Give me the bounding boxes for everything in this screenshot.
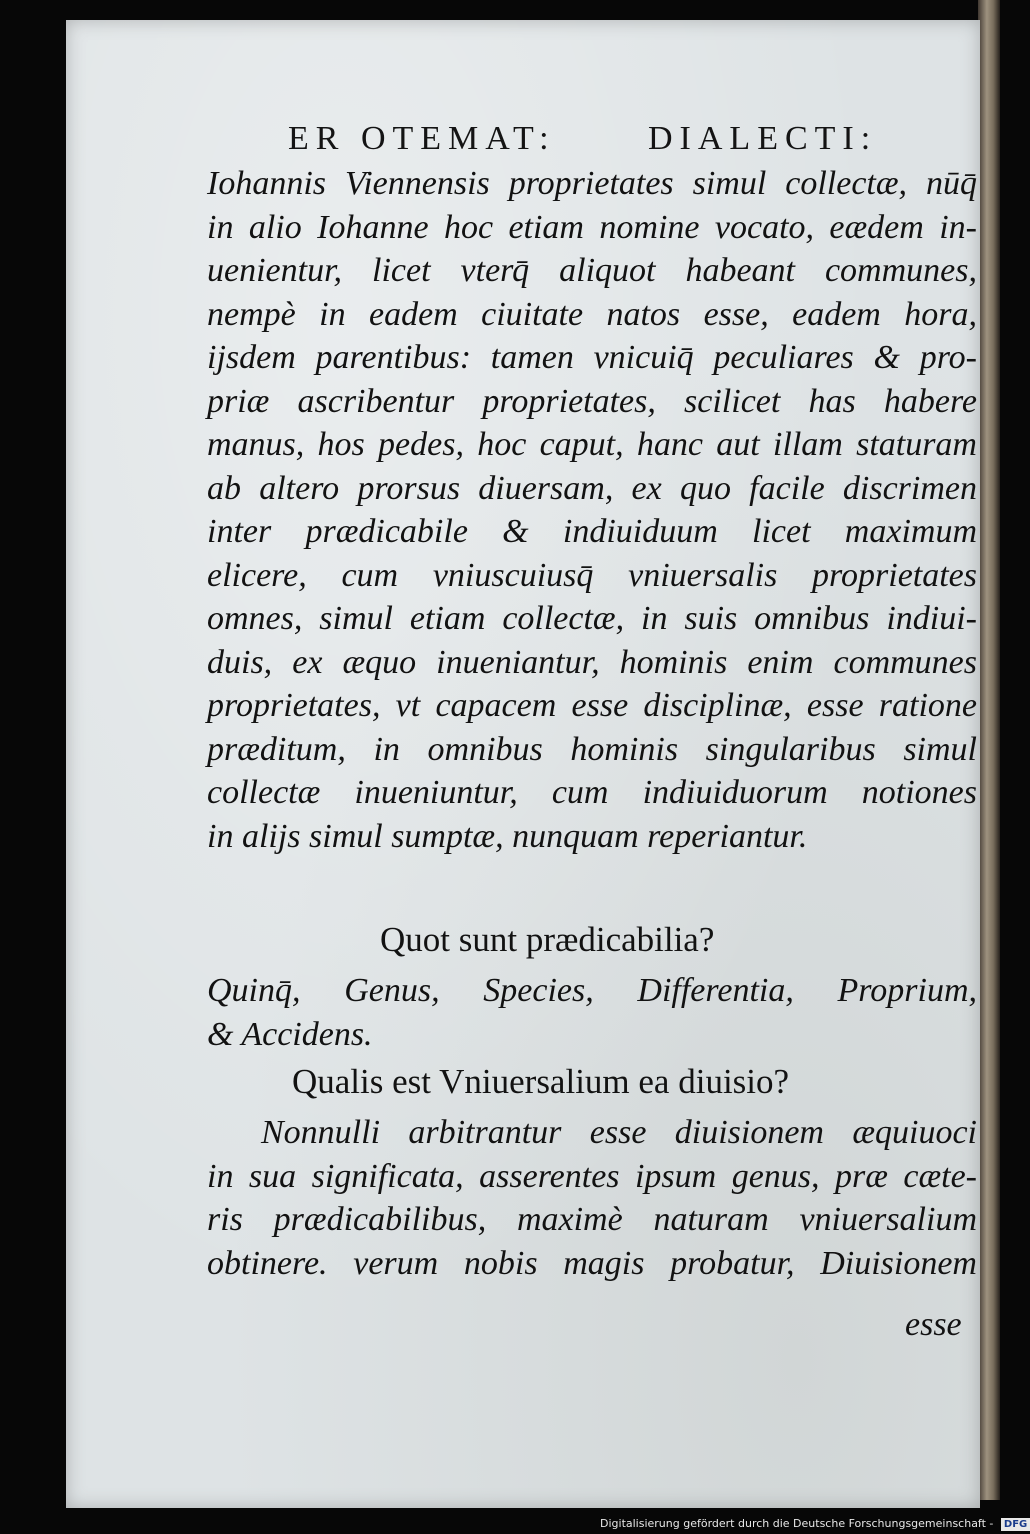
body-text: [207, 162, 977, 858]
body-line: collectæ inueniuntur, cum indiuiduorum notiones: [207, 774, 977, 811]
answer-text: [207, 968, 977, 1055]
running-head-left: ER OTEMAT:: [288, 120, 556, 157]
body-line: duis, ex æquo inueniantur, hominis enim communes: [207, 643, 977, 681]
book-edge: [978, 0, 1000, 1500]
body-line: proprietates, vt capacem esse disciplinæ, esse ratione: [207, 687, 977, 724]
body-line: præditum, in omnibus hominis singularibus simul: [207, 730, 977, 768]
body-line: ijsdem parentibus: tamen vnicuiq̄ peculiares & pro-: [207, 339, 977, 376]
body-line: in alio Iohanne hoc etiam nomine vocato, eædem in-: [207, 208, 977, 246]
answer-line: & Accidens.: [207, 1015, 373, 1053]
body-line: elicere, cum vniuscuiusq̄ vniuersalis proprietates: [207, 556, 977, 594]
body-line: ris prædicabilibus, maximè naturam vniuersalium: [207, 1201, 977, 1238]
body-line: priæ ascribentur proprietates, scilicet has habere: [207, 382, 977, 420]
body-line: in alijs simul sumptæ, nunquam reperiantur.: [207, 817, 808, 855]
running-head-right: DIALECTI:: [648, 120, 878, 157]
body-line: in sua significata, asserentes ipsum genus, præ cæte-: [207, 1157, 977, 1195]
body-line: inter prædicabile & indiuiduum licet maximum: [207, 513, 977, 550]
body-line: nempè in eadem ciuitate natos esse, eadem hora,: [207, 295, 977, 333]
question-heading: Quot sunt prædicabilia?: [380, 920, 715, 959]
body-text-continued: [207, 1110, 977, 1284]
body-line: ab altero prorsus diuersam, ex quo facile discrimen: [207, 469, 977, 507]
running-head: [220, 120, 960, 164]
credit-separator: -: [985, 1517, 997, 1530]
body-line: manus, hos pedes, hoc caput, hanc aut illam staturam: [207, 426, 977, 463]
digitization-credit: [600, 1514, 1028, 1534]
dfg-logo: DFG: [1001, 1518, 1030, 1531]
question-heading: Qualis est Vniuersalium ea diuisio?: [292, 1062, 790, 1101]
body-line: omnes, simul etiam collectæ, in suis omnibus indiui-: [207, 600, 977, 637]
body-line: Nonnulli arbitrantur esse diuisionem æquiuoci: [261, 1114, 977, 1151]
credit-text: Digitalisierung gefördert durch die Deutsche Forschungsgemeinschaft: [600, 1517, 986, 1530]
body-line: uenientur, licet vterq̄ aliquot habeant communes,: [207, 252, 977, 289]
catchword: esse: [905, 1306, 962, 1343]
body-line: Iohannis Viennensis proprietates simul collectæ, nūq̄: [207, 165, 977, 202]
body-line: obtinere. verum nobis magis probatur, Diuisionem: [207, 1244, 977, 1282]
answer-line: Quinq̄, Genus, Species, Differentia, Proprium,: [207, 972, 977, 1009]
